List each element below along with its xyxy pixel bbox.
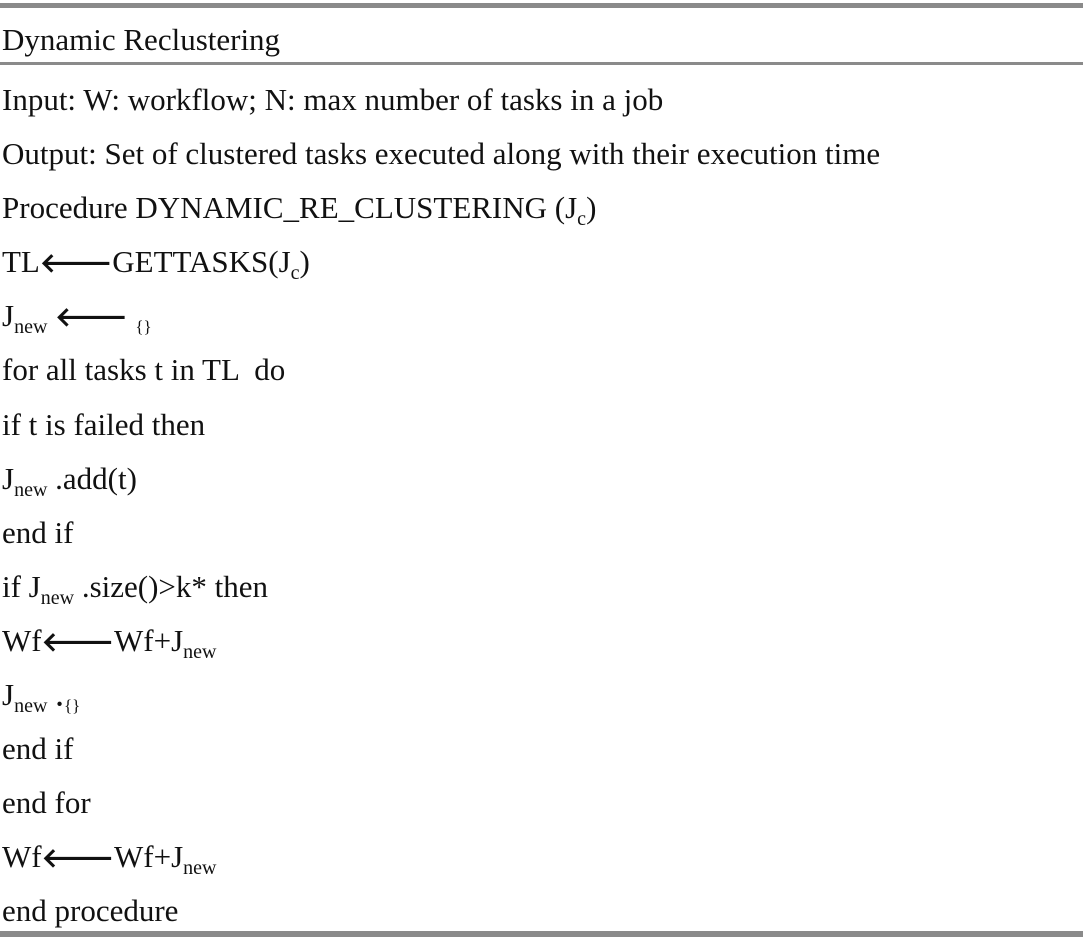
subscript: c: [290, 262, 300, 285]
wf-update-line: [2, 616, 880, 670]
subscript-new: new: [14, 478, 48, 501]
subscript-new: new: [183, 640, 217, 663]
left-arrow-icon: 🡐: [55, 302, 128, 334]
procedure-line: [2, 183, 880, 237]
variable-wf: Wf: [2, 839, 42, 875]
jnew-reset-line: [2, 670, 880, 724]
wf-plus-j: Wf+J: [114, 839, 184, 875]
input-text: Input: W: workflow; N: max number of tasks in a job: [2, 82, 664, 117]
subscript-new: new: [183, 857, 217, 880]
gettasks-call: GETTASKS(J: [112, 244, 291, 280]
end-if-text: end if: [2, 731, 74, 767]
header-rule: [0, 62, 1083, 65]
if-j-text: if J: [2, 568, 41, 604]
subscript-new: new: [14, 316, 48, 339]
end-procedure-text: end procedure: [2, 893, 179, 929]
input-line: [2, 75, 880, 129]
for-line: [2, 345, 880, 399]
output-line: [2, 129, 880, 183]
if-failed-text: if t is failed then: [2, 406, 206, 442]
subscript-new: new: [14, 695, 48, 718]
add-call: .add(t): [55, 460, 137, 496]
bullet-icon: •: [55, 695, 65, 714]
top-rule: [0, 3, 1083, 8]
size-check-text: .size()>k* then: [81, 568, 269, 604]
subscript: c: [577, 208, 587, 231]
end-if-line: [2, 724, 880, 778]
end-for-line: [2, 778, 880, 832]
end-if-line: [2, 508, 880, 562]
algorithm-body: [2, 75, 880, 941]
procedure-text: Procedure DYNAMIC_RE_CLUSTERING (J: [2, 190, 578, 226]
bottom-rule: [0, 931, 1083, 937]
if-failed-line: [2, 400, 880, 454]
variable-j: J: [2, 298, 15, 334]
left-arrow-icon: 🡐: [41, 626, 114, 658]
subscript-new: new: [40, 586, 75, 609]
procedure-close: ): [586, 190, 597, 226]
left-arrow-icon: 🡐: [41, 843, 114, 875]
variable-wf: Wf: [2, 622, 42, 658]
empty-set: {}: [135, 317, 152, 337]
variable-j: J: [2, 460, 15, 496]
wf-final-line: [2, 832, 880, 886]
jnew-init-line: [2, 291, 880, 345]
end-for-text: end for: [2, 785, 91, 821]
variable-tl: TL: [2, 244, 40, 280]
size-check-line: [2, 562, 880, 616]
tl-assign-line: [2, 237, 880, 291]
for-text: for all tasks t in TL do: [2, 352, 286, 388]
output-text: Output: Set of clustered tasks executed along with their execution time: [2, 136, 881, 172]
empty-set: {}: [64, 695, 81, 715]
wf-plus-j: Wf+J: [114, 622, 184, 658]
variable-j: J: [2, 677, 15, 713]
algorithm-title: Dynamic Reclustering: [2, 22, 281, 57]
add-line: [2, 454, 880, 508]
gettasks-close: ): [299, 244, 310, 280]
left-arrow-icon: 🡐: [39, 248, 113, 280]
end-if-text: end if: [2, 514, 74, 550]
